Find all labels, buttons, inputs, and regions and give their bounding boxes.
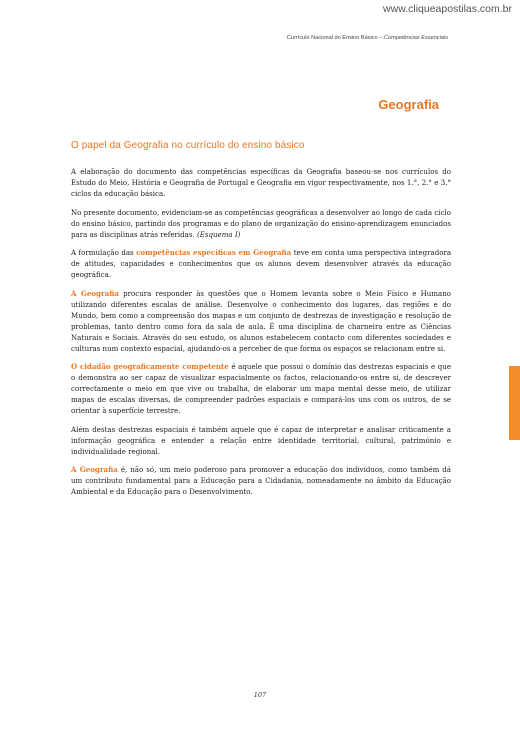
body-text	[71, 166, 451, 505]
paragraph-1: A elaboração do documento das competências específicas da Geografia baseou-se nos currículos do Estudo do Meio, História e Geografia de Portugal e Geografia em vigor respectivamente, nos 1.°, 2.° e 3.° ciclos da educação básica.	[71, 167, 451, 198]
highlight-geography-2: A Geografia	[71, 465, 118, 474]
paragraph-4	[71, 288, 451, 354]
paragraph-5	[71, 361, 451, 416]
section-heading: O papel da Geografia no currículo do ensino básico	[71, 140, 305, 151]
paragraph-7	[71, 464, 451, 497]
paragraph-6: Além destas destrezas espaciais é também aquele que é capaz de interpretar e analisar criticamente a informação geográfica e entender a relação entre identidade territorial, cultural, património e individualidade regional.	[71, 424, 451, 456]
side-tab-marker	[509, 366, 520, 440]
running-header-italic: Competências Essenciais	[383, 35, 448, 41]
paragraph-3-lead: A formulação das	[71, 248, 134, 257]
highlight-specific-competences: competências específicas em Geografia	[136, 248, 292, 257]
highlight-geography: A Geografia	[71, 288, 119, 298]
paragraph-5-rest: é aquele que possui o domínio das destrezas espaciais e que o demonstra ao ser capaz de visualizar espacialmente os factos, relacionando-os entre si, de descrever correctamente o meio em que vive ou trabalha, de elaborar um mapa mental desse meio, de utilizar mapas de escalas diversas, de compreender padrões espaciais e compará-los uns com os outros, de se orientar à superfície terrestre.	[71, 362, 451, 415]
watermark-url: www.cliqueapostilas.com.br	[383, 3, 512, 15]
subject-title: Geografia	[378, 97, 439, 112]
paragraph-3	[71, 247, 451, 280]
schema-reference: (Esquema I)	[197, 229, 241, 239]
page-number: 107	[253, 691, 267, 699]
paragraph-3-rest: teve em conta uma perspectiva integradora de atitudes, capacidades e conhecimentos que os alunos devem desenvolver através da educação geográfica.	[71, 248, 452, 279]
highlight-competent-citizen: O cidadão geograficamente competente	[71, 362, 229, 371]
paragraph-4-rest: procura responder às questões que o Homem levanta sobre o Meio Físico e Humano utilizando diferentes escalas de análise. Desenvolve o conhecimento dos lugares, das regiões e do Mundo, bem como a compreensão dos mapas e um conjunto de destrezas de investigação e resolução de problemas, tanto dentro como fora da sala de aula. É uma disciplina de charneira entre as Ciências Naturais e Sociais. Através do seu estudo, os alunos estabelecem contacto com diferentes sociedades e culturas num contexto espacial, ajudando-os a perceber de que forma os espaços se relacionam entre si.	[71, 288, 451, 353]
running-header	[287, 35, 448, 41]
paragraph-2	[71, 207, 451, 240]
running-header-main: Currículo Nacional do Ensino Básico –	[286, 35, 383, 41]
paragraph-2-text: No presente documento, evidenciam-se as competências geográficas a desenvolver ao longo de cada ciclo do ensino básico, partindo dos programas e do plano de organização do ensino-aprendizagem enunciados para as disciplinas atrás referidas.	[71, 207, 451, 239]
paragraph-7-rest: é, não só, um meio poderoso para promover a educação dos indivíduos, como também dá um contributo fundamental para a Educação para a Cidadania, nomeadamente no âmbito da Educação Ambiental e da Educação para o Desenvolvimento.	[71, 465, 451, 496]
